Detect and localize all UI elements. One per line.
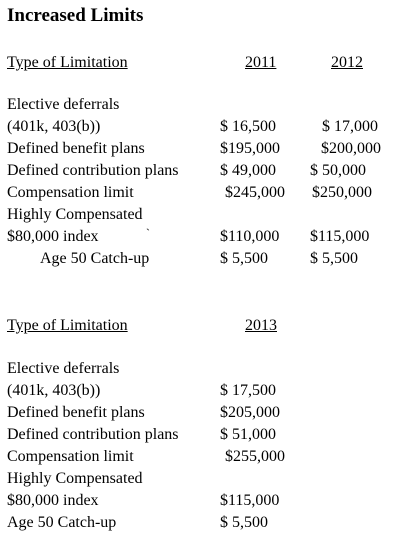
table2-row-label: Compensation limit [7,448,134,465]
stray-mark: ` [146,226,150,240]
table1-row-label: Age 50 Catch-up [40,250,150,267]
table1-value-2011: $245,000 [225,184,285,201]
table1-value-2012: $200,000 [321,140,381,157]
table2-value-2013: $ 17,500 [220,382,276,399]
table1-row-label: (401k, 403(b)) [7,118,101,135]
table1-value-2012: $ 17,000 [322,118,378,135]
table2-row-label: Highly Compensated [7,470,143,487]
table1-value-2011: $ 16,500 [220,118,276,135]
table1-header-2012: 2012 [331,54,363,71]
table2-value-2013: $255,000 [225,448,285,465]
table1-value-2012: $115,000 [310,228,370,245]
table2-row-label: Age 50 Catch-up [7,514,117,531]
table1-value-2011: $ 5,500 [220,250,268,267]
table2-row-label: Defined contribution plans [7,426,179,443]
table1-value-2012: $ 5,500 [310,250,358,267]
table2-header-label: Type of Limitation [7,317,128,334]
table1-row-label: Elective deferrals [7,96,120,113]
table1-value-2011: $195,000 [220,140,280,157]
table1-header-label: Type of Limitation [7,54,128,71]
table1-value-2011: $110,000 [220,228,280,245]
table1-value-2012: $250,000 [312,184,372,201]
table1-value-2011: $ 49,000 [220,162,276,179]
table2-row-label: Defined benefit plans [7,404,145,421]
table2-row-label: (401k, 403(b)) [7,382,101,399]
table1-row-label: $80,000 index [7,228,99,245]
table1-row-label: Defined benefit plans [7,140,145,157]
table2-value-2013: $115,000 [220,492,280,509]
table2-header-2013: 2013 [245,317,277,334]
table1-row-label: Defined contribution plans [7,162,179,179]
table1-row-label: Compensation limit [7,184,134,201]
table1-header-2011: 2011 [245,54,277,71]
table2-row-label: Elective deferrals [7,360,120,377]
table2-value-2013: $ 5,500 [220,514,268,531]
table2-row-label: $80,000 index [7,492,99,509]
page-title: Increased Limits [7,5,144,26]
table1-value-2012: $ 50,000 [310,162,366,179]
table2-value-2013: $ 51,000 [220,426,276,443]
table1-row-label: Highly Compensated [7,206,143,223]
table2-value-2013: $205,000 [220,404,280,421]
